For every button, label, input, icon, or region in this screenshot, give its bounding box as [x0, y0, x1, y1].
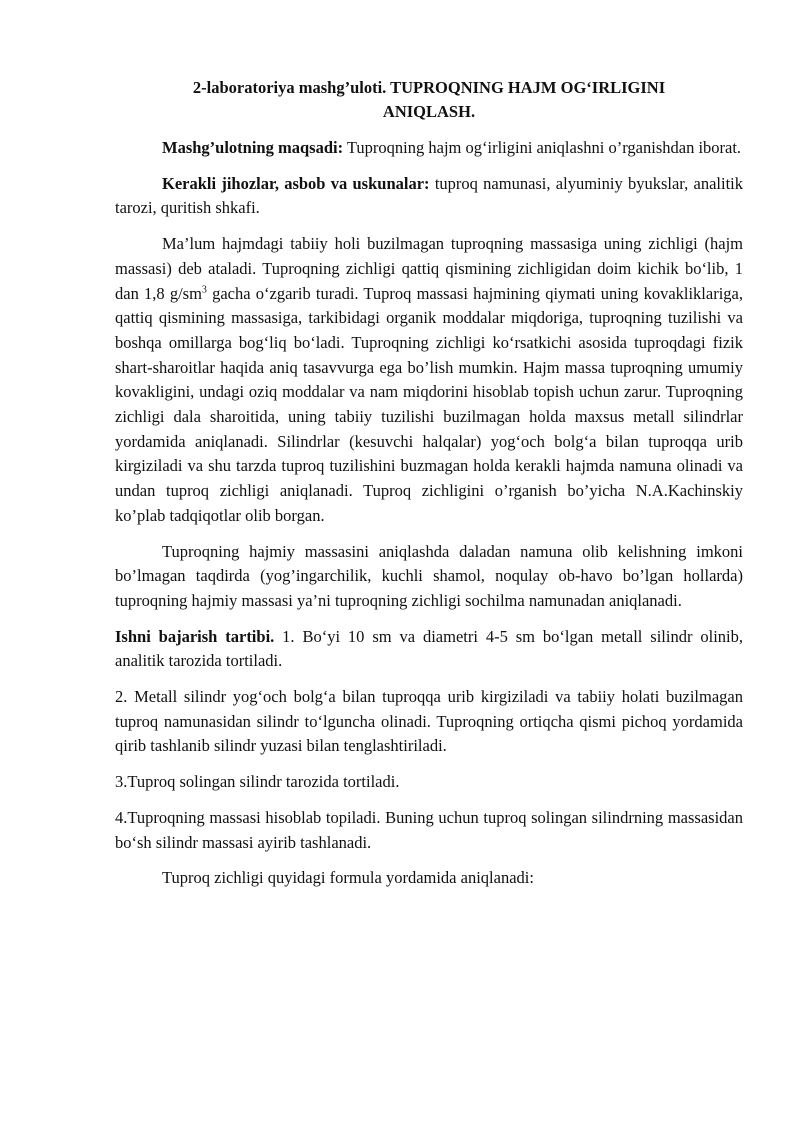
equipment-label: Kerakli jihozlar, asbob va uskunalar: — [162, 173, 430, 193]
procedure-step-2: 2. Metall silindr yog‘och bolg‘a bilan tuproqqa urib kirgiziladi va tabiiy holati buzilmagan tuproq namunasidan silindr to‘lguncha olinadi. Tuproqning ortiqcha qismi pichoq yordamida qirib tashlanib silindr yuzasi bilan tenglashtiriladi. — [115, 687, 743, 756]
purpose-label: Mashg’ulotning maqsadi: — [162, 138, 344, 157]
title-line-2: ANIQLASH. — [382, 102, 476, 121]
formula-intro: Tuproq zichligi quyidagi formula yordamida aniqlanadi: — [162, 868, 534, 888]
definition-paragraph — [115, 232, 743, 528]
procedure-step-1 — [115, 625, 743, 674]
procedure-step-3: 3.Tuproq solingan silindr tarozida tortiladi. — [115, 772, 400, 792]
procedure-label: Ishni bajarish tartibi. — [115, 626, 275, 646]
purpose-paragraph — [115, 136, 743, 161]
procedure-step-4: 4.Tuproqning massasi hisoblab topiladi. Buning uchun tuproq solingan silindrning massasidan bo‘sh silindr massasi ayirib tashlanadi. — [115, 807, 743, 852]
title-line-1: 2-laboratoriya mashg’uloti. TUPROQNING HAJM OG‘IRLIGINI — [192, 78, 666, 97]
purpose-text: Tuproqning hajm og‘irligini aniqlashni o’rganishdan iborat. — [343, 138, 742, 157]
superscript-3: 3 — [201, 284, 207, 296]
step1-text: 1. Bo‘yi 10 sm va diametri 4-5 sm bo‘lgan metall silindr olinib, analitik tarozida tortiladi. — [115, 626, 743, 671]
equipment-text: tuproq namunasi, alyuminiy byukslar, analitik tarozi, quritish shkafi. — [115, 173, 743, 218]
page-title — [115, 76, 743, 124]
sample-paragraph: Tuproqning hajmiy massasini aniqlashda daladan namuna olib kelishning imkoni bo’lmagan taqdirda (yog’ingarchilik, kuchli shamol, noqulay ob-havo bo’lgan hollarda) tuproqning hajmiy massasi ya’ni tuproqning zichligi sochilma namunadan aniqlanadi. — [115, 541, 743, 610]
para1-part2: gacha o‘zgarib turadi. Tuproq massasi hajmining qiymati uning kovakliklariga, qattiq qismining massasiga, tarkibidagi organik moddalar miqdoriga, tuproqning tuzilishi va boshqa omillarga bog‘liq bo‘ladi. Tuproqning zichligi ko‘rsatkichi asosida tuproqdagi fizik shart-sharoitlar haqida aniq tasavvurga ega bo’lish mumkin. Hajm massa tuproqning umumiy kovakligini, undagi oziq moddalar va nam miqdorini hisoblab topish uchun zarur. Tuproqning zichligi dala sharoitida, uning tabiiy tuzilishi buzilmagan holda maxsus metall silindrlar yordamida aniqlanadi. Silindrlar (kesuvchi halqalar) yog‘och bolg‘a bilan tuproqqa urib kirgiziladi va shu tarzda tuproq tuzilishini buzmagan holda kerakli hajmda namuna olinadi va undan tuproq zichligi aniqlanadi. Tuproq zichligini o’rganish bo’yicha N.A.Kachinskiy ko’plab tadqiqotlar olib borgan. — [115, 283, 743, 525]
para1-part1: Ma’lum hajmdagi tabiiy holi buzilmagan tuproqning massasiga uning zichligi (hajm massasi) deb ataladi. Tuproqning zichligi qattiq qismining zichligidan doim kichik bo‘lib, 1 dan 1,8 g/sm — [115, 234, 743, 303]
equipment-paragraph — [115, 172, 743, 221]
